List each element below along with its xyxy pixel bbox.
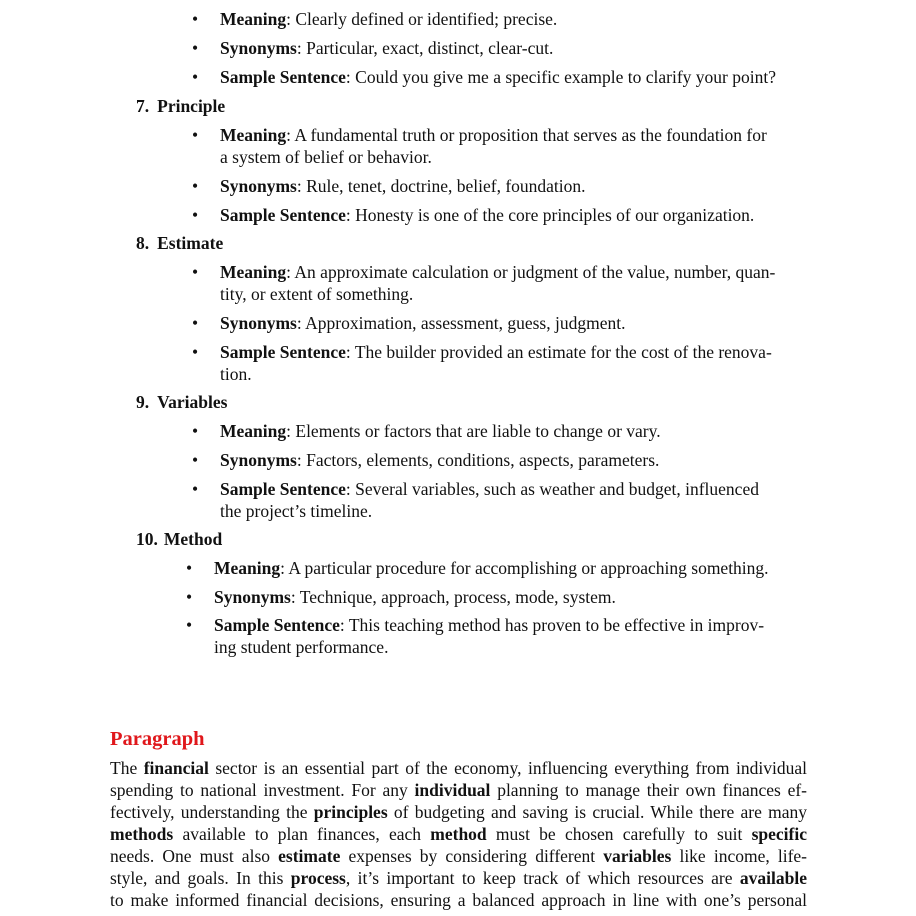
paragraph-line: The financial sector is an essential part of the economy, influencing everything from individual <box>110 758 807 778</box>
meaning-line-cont: a system of belief or behavior. <box>220 147 432 167</box>
synonyms-line: Synonyms: Approximation, assessment, guess, judgment. <box>220 313 626 333</box>
bullet: • <box>192 450 199 470</box>
synonyms-label: Synonyms <box>220 313 297 333</box>
meaning-line: Meaning: A fundamental truth or proposition that serves as the foundation for <box>220 125 767 145</box>
bullet: • <box>192 342 199 362</box>
synonyms-text: Factors, elements, conditions, aspects, parameters. <box>306 450 660 470</box>
paragraph-line: spending to national investment. For any individual planning to manage their own finances ef- <box>110 780 807 800</box>
meaning-line: Meaning: Clearly defined or identified; precise. <box>220 9 558 29</box>
bullet: • <box>192 313 199 333</box>
keyword: financial <box>143 758 209 778</box>
sample-text: Several variables, such as weather and budget, influenced <box>355 479 759 499</box>
keyword: specific <box>751 824 807 844</box>
bullet: • <box>192 176 199 196</box>
meaning-label: Meaning <box>220 9 287 29</box>
paragraph-line: style, and goals. In this process, it’s important to keep track of which resources are available <box>110 868 807 888</box>
synonyms-text: Rule, tenet, doctrine, belief, foundation. <box>306 176 586 196</box>
meaning-line: Meaning: An approximate calculation or judgment of the value, number, quan- <box>220 262 776 282</box>
sample-label: Sample Sentence <box>220 67 346 87</box>
sample-line: Sample Sentence: Honesty is one of the core principles of our organization. <box>220 205 755 225</box>
synonyms-text: Technique, approach, process, mode, system. <box>299 587 616 607</box>
meaning-line: Meaning: A particular procedure for accomplishing or approaching something. <box>214 558 769 578</box>
sample-line-cont: tion. <box>220 364 252 384</box>
sample-text: Could you give me a specific example to clarify your point? <box>355 67 777 87</box>
entry-heading <box>136 391 227 413</box>
sample-label: Sample Sentence <box>214 615 340 635</box>
keyword: methods <box>110 824 174 844</box>
sample-text: Honesty is one of the core principles of our organization. <box>355 205 755 225</box>
keyword: principles <box>313 802 388 822</box>
bullet: • <box>192 38 199 58</box>
sample-line-cont: ing student performance. <box>214 637 389 657</box>
synonyms-line: Synonyms: Factors, elements, conditions, aspects, parameters. <box>220 450 660 470</box>
keyword: available <box>739 868 807 888</box>
bullet: • <box>192 262 199 282</box>
synonyms-text: Approximation, assessment, guess, judgment. <box>305 313 626 333</box>
sample-line: Sample Sentence: This teaching method has proven to be effective in improv- <box>214 615 765 635</box>
bullet: • <box>192 421 199 441</box>
entry-number: 8. <box>136 233 150 253</box>
bullet: • <box>192 9 199 29</box>
entry-title: Method <box>163 529 223 549</box>
entry-heading <box>136 95 225 117</box>
keyword: estimate <box>278 846 341 866</box>
keyword: process <box>290 868 346 888</box>
sample-line: Sample Sentence: The builder provided an estimate for the cost of the renova- <box>220 342 772 362</box>
meaning-text: A fundamental truth or proposition that serves as the foundation for <box>294 125 767 145</box>
bullet: • <box>186 587 193 607</box>
meaning-text: An approximate calculation or judgment of the value, number, quan- <box>294 262 776 282</box>
sample-line-cont: the project’s timeline. <box>220 501 373 521</box>
meaning-line: Meaning: Elements or factors that are liable to change or vary. <box>220 421 661 441</box>
paragraph-line: to make informed financial decisions, ensuring a balanced approach in line with one’s personal <box>110 890 807 910</box>
keyword: method <box>430 824 487 844</box>
sample-label: Sample Sentence <box>220 205 346 225</box>
paragraph-line: methods available to plan finances, each method must be chosen carefully to suit specific <box>110 824 807 844</box>
sample-line: Sample Sentence: Several variables, such as weather and budget, influenced <box>220 479 759 499</box>
synonyms-label: Synonyms <box>220 450 297 470</box>
bullet: • <box>186 558 193 578</box>
synonyms-text: Particular, exact, distinct, clear-cut. <box>306 38 554 58</box>
keyword: variables <box>603 846 672 866</box>
entry-heading <box>136 232 223 254</box>
bullet: • <box>186 615 193 635</box>
entry-title: Estimate <box>157 233 224 253</box>
meaning-label: Meaning <box>220 125 287 145</box>
keyword: individual <box>414 780 491 800</box>
synonyms-line: Synonyms: Particular, exact, distinct, clear-cut. <box>220 38 554 58</box>
synonyms-label: Synonyms <box>220 38 297 58</box>
meaning-label: Meaning <box>220 262 287 282</box>
sample-text: The builder provided an estimate for the cost of the renova- <box>354 342 772 362</box>
entry-number: 7. <box>136 96 150 116</box>
synonyms-line: Synonyms: Technique, approach, process, mode, system. <box>214 587 616 607</box>
synonyms-label: Synonyms <box>214 587 291 607</box>
entry-heading <box>136 528 222 550</box>
entry-number: 10. <box>136 529 158 549</box>
meaning-label: Meaning <box>214 558 281 578</box>
synonyms-label: Synonyms <box>220 176 297 196</box>
meaning-text: A particular procedure for accomplishing or approaching something. <box>288 558 769 578</box>
bullet: • <box>192 205 199 225</box>
synonyms-line: Synonyms: Rule, tenet, doctrine, belief, foundation. <box>220 176 586 196</box>
entry-title: Variables <box>157 392 228 412</box>
bullet: • <box>192 67 199 87</box>
sample-label: Sample Sentence <box>220 479 346 499</box>
paragraph-line: fectively, understanding the principles of budgeting and saving is crucial. While there are many <box>110 802 807 822</box>
sample-line: Sample Sentence: Could you give me a specific example to clarify your point? <box>220 67 777 87</box>
paragraph-title: Paragraph <box>110 728 205 750</box>
bullet: • <box>192 479 199 499</box>
bullet: • <box>192 125 199 145</box>
paragraph-line: needs. One must also estimate expenses by considering different variables like income, life- <box>110 846 807 866</box>
sample-label: Sample Sentence <box>220 342 346 362</box>
sample-text: This teaching method has proven to be effective in improv- <box>348 615 765 635</box>
entry-number: 9. <box>136 392 150 412</box>
meaning-label: Meaning <box>220 421 287 441</box>
entry-title: Principle <box>157 96 226 116</box>
meaning-text: Elements or factors that are liable to change or vary. <box>295 421 661 441</box>
meaning-line-cont: tity, or extent of something. <box>220 284 414 304</box>
meaning-text: Clearly defined or identified; precise. <box>295 9 558 29</box>
